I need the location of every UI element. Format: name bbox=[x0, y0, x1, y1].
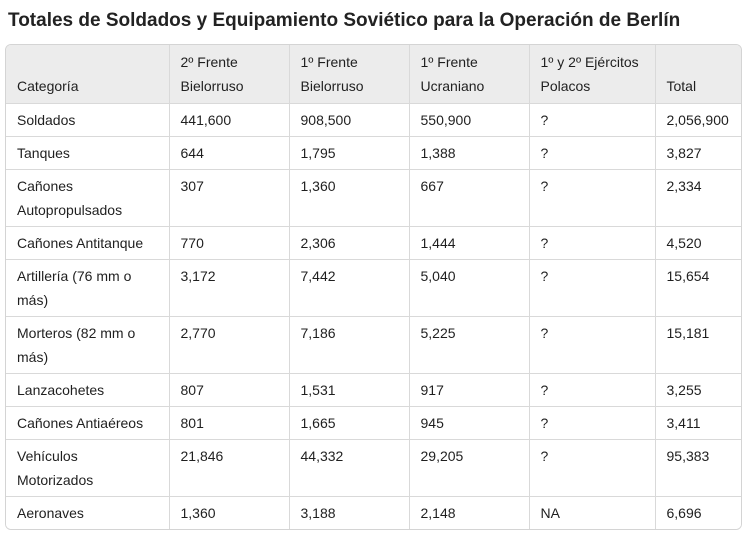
table-cell: 801 bbox=[169, 407, 289, 440]
table-cell: 2,148 bbox=[409, 497, 529, 530]
table-cell: ? bbox=[529, 374, 655, 407]
table-cell: Lanzacohetes bbox=[6, 374, 169, 407]
column-header-1st-ukrainian-front: 1º Frente Ucraniano bbox=[409, 45, 529, 104]
table-cell: 5,225 bbox=[409, 317, 529, 374]
table-cell: 307 bbox=[169, 170, 289, 227]
table-cell: 945 bbox=[409, 407, 529, 440]
table-cell: 3,411 bbox=[655, 407, 741, 440]
table-cell: ? bbox=[529, 227, 655, 260]
table-cell: 5,040 bbox=[409, 260, 529, 317]
table-cell: 6,696 bbox=[655, 497, 741, 530]
table-cell: 1,360 bbox=[169, 497, 289, 530]
table-cell: Cañones Antiaéreos bbox=[6, 407, 169, 440]
table-cell: Cañones Antitanque bbox=[6, 227, 169, 260]
table-row bbox=[6, 137, 741, 170]
table-header bbox=[6, 45, 741, 104]
table-cell: 3,827 bbox=[655, 137, 741, 170]
table-cell: 21,846 bbox=[169, 440, 289, 497]
table-cell: 441,600 bbox=[169, 104, 289, 137]
page-title: Totales de Soldados y Equipamiento Soviético para la Operación de Berlín bbox=[8, 10, 681, 31]
data-table-container bbox=[5, 44, 742, 530]
table-cell: Soldados bbox=[6, 104, 169, 137]
table-cell: ? bbox=[529, 104, 655, 137]
table-cell: ? bbox=[529, 407, 655, 440]
table-cell: 15,654 bbox=[655, 260, 741, 317]
table-cell: 1,360 bbox=[289, 170, 409, 227]
header-row bbox=[6, 45, 741, 104]
table-cell: 3,255 bbox=[655, 374, 741, 407]
table-cell: 7,442 bbox=[289, 260, 409, 317]
table-cell: 2,056,900 bbox=[655, 104, 741, 137]
table-cell: ? bbox=[529, 137, 655, 170]
table-cell: 44,332 bbox=[289, 440, 409, 497]
column-header-2nd-belorussian-front: 2º Frente Bielorruso bbox=[169, 45, 289, 104]
table-cell: 770 bbox=[169, 227, 289, 260]
table-cell: Artillería (76 mm o más) bbox=[6, 260, 169, 317]
table-cell: ? bbox=[529, 440, 655, 497]
table-row bbox=[6, 170, 741, 227]
table-cell: 917 bbox=[409, 374, 529, 407]
table-cell: Morteros (82 mm o más) bbox=[6, 317, 169, 374]
column-header-category: Categoría bbox=[6, 45, 169, 104]
table-cell: Aeronaves bbox=[6, 497, 169, 530]
table-cell: ? bbox=[529, 260, 655, 317]
table-cell: 908,500 bbox=[289, 104, 409, 137]
table-row bbox=[6, 317, 741, 374]
table-cell: 1,388 bbox=[409, 137, 529, 170]
table-row bbox=[6, 497, 741, 530]
table-cell: 1,444 bbox=[409, 227, 529, 260]
table-cell: 4,520 bbox=[655, 227, 741, 260]
table-cell: 644 bbox=[169, 137, 289, 170]
table-cell: 2,306 bbox=[289, 227, 409, 260]
table-cell: 1,795 bbox=[289, 137, 409, 170]
table-cell: 550,900 bbox=[409, 104, 529, 137]
column-header-1st-belorussian-front: 1º Frente Bielorruso bbox=[289, 45, 409, 104]
table-row bbox=[6, 260, 741, 317]
table-cell: 3,188 bbox=[289, 497, 409, 530]
table-cell: 15,181 bbox=[655, 317, 741, 374]
table-cell: 1,665 bbox=[289, 407, 409, 440]
table-row bbox=[6, 104, 741, 137]
table-cell: ? bbox=[529, 170, 655, 227]
table-cell: Cañones Autopropulsados bbox=[6, 170, 169, 227]
table-cell: 3,172 bbox=[169, 260, 289, 317]
column-header-total: Total bbox=[655, 45, 741, 104]
column-header-polish-armies: 1º y 2º Ejércitos Polacos bbox=[529, 45, 655, 104]
table-cell: 667 bbox=[409, 170, 529, 227]
table-row bbox=[6, 227, 741, 260]
table-cell: 95,383 bbox=[655, 440, 741, 497]
table-cell: 2,770 bbox=[169, 317, 289, 374]
table-cell: 1,531 bbox=[289, 374, 409, 407]
table-body bbox=[6, 104, 741, 530]
table-cell: 2,334 bbox=[655, 170, 741, 227]
table-cell: NA bbox=[529, 497, 655, 530]
data-table bbox=[6, 45, 741, 529]
table-cell: 29,205 bbox=[409, 440, 529, 497]
table-cell: 807 bbox=[169, 374, 289, 407]
table-cell: Tanques bbox=[6, 137, 169, 170]
table-row bbox=[6, 440, 741, 497]
table-row bbox=[6, 374, 741, 407]
table-cell: Vehículos Motorizados bbox=[6, 440, 169, 497]
table-cell: ? bbox=[529, 317, 655, 374]
table-row bbox=[6, 407, 741, 440]
table-cell: 7,186 bbox=[289, 317, 409, 374]
